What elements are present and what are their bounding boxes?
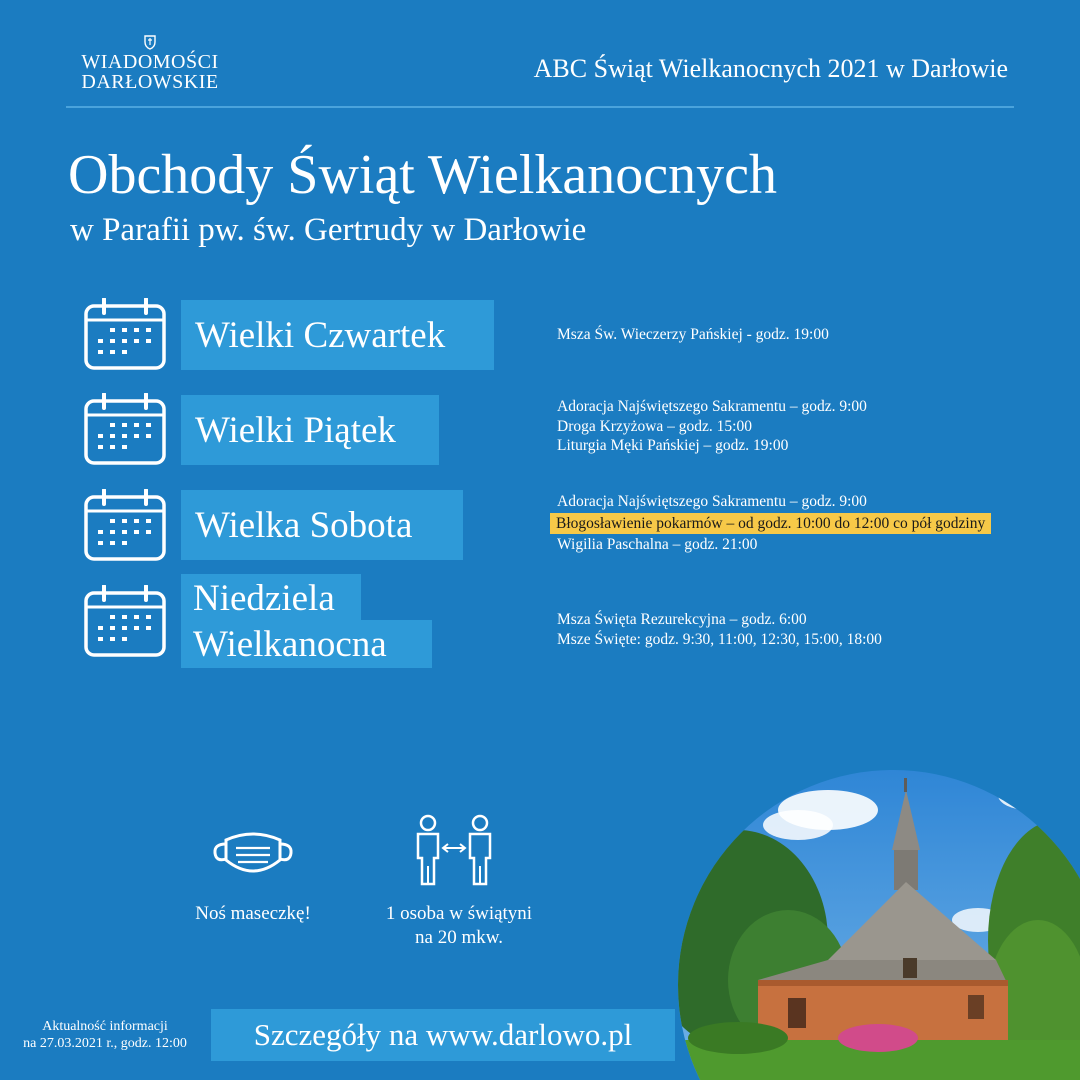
update-info: [10, 1018, 200, 1052]
update-info-line2: na 27.03.2021 r., godz. 12:00: [23, 1036, 187, 1051]
schedule-line: Adoracja Najświętszego Sakramentu – godz. 9:00: [557, 398, 867, 415]
church-photo: [678, 770, 1080, 1080]
day-label-sunday-line2: Wielkanocna: [181, 620, 432, 668]
schedule-line: Adoracja Najświętszego Sakramentu – godz. 9:00: [557, 493, 867, 510]
day-label-sunday-line1: Niedziela: [181, 574, 361, 622]
distance-rule-line2: na 20 mkw.: [415, 927, 503, 948]
header-title: ABC Świąt Wielkanocnych 2021 w Darłowie: [533, 54, 1008, 83]
schedule-line: Droga Krzyżowa – godz. 15:00: [557, 417, 752, 435]
schedule-sunday: [557, 610, 882, 649]
social-distance-icon: [412, 814, 496, 886]
day-label-thursday: Wielki Czwartek: [181, 300, 494, 370]
page-subtitle: w Parafii pw. św. Gertrudy w Darłowie: [70, 212, 587, 248]
schedule-thursday: [557, 325, 829, 345]
schedule-saturday: [557, 492, 991, 554]
mask-rule-label: Noś maseczkę!: [195, 903, 311, 924]
logo-line1: WIADOMOŚCI: [81, 51, 219, 73]
logo-line2: DARŁOWSKIE: [81, 71, 219, 93]
calendar-icon: [84, 489, 166, 561]
calendar-icon: [84, 585, 166, 657]
schedule-line: Msza Święta Rezurekcyjna – godz. 6:00: [557, 611, 807, 628]
update-info-line1: Aktualność informacji: [42, 1019, 168, 1034]
schedule-friday: [557, 397, 867, 456]
distance-rule-label: [354, 902, 564, 950]
face-mask-icon: [212, 826, 294, 882]
crest-icon: [142, 34, 158, 50]
schedule-line: Liturgia Męki Pańskiej – godz. 19:00: [557, 437, 789, 454]
calendar-icon: [84, 393, 166, 465]
day-label-saturday: Wielka Sobota: [181, 490, 463, 560]
highlighted-schedule-line: Błogosławienie pokarmów – od godz. 10:00 do 12:00 co pół godziny: [550, 513, 991, 534]
page-title: Obchody Świąt Wielkanocnych: [68, 144, 777, 206]
day-label-friday: Wielki Piątek: [181, 395, 439, 465]
header-divider: [66, 106, 1014, 108]
distance-rule-line1: 1 osoba w świątyni: [385, 903, 533, 924]
schedule-line: Msze Święte: godz. 9:30, 11:00, 12:30, 15:00, 18:00: [557, 630, 882, 648]
details-link[interactable]: Szczegóły na www.darlowo.pl: [211, 1009, 675, 1061]
schedule-line: Wigilia Paschalna – godz. 21:00: [557, 535, 758, 553]
schedule-line: Msza Św. Wieczerzy Pańskiej - godz. 19:00: [557, 326, 829, 343]
calendar-icon: [84, 298, 166, 370]
logo: [70, 34, 230, 92]
